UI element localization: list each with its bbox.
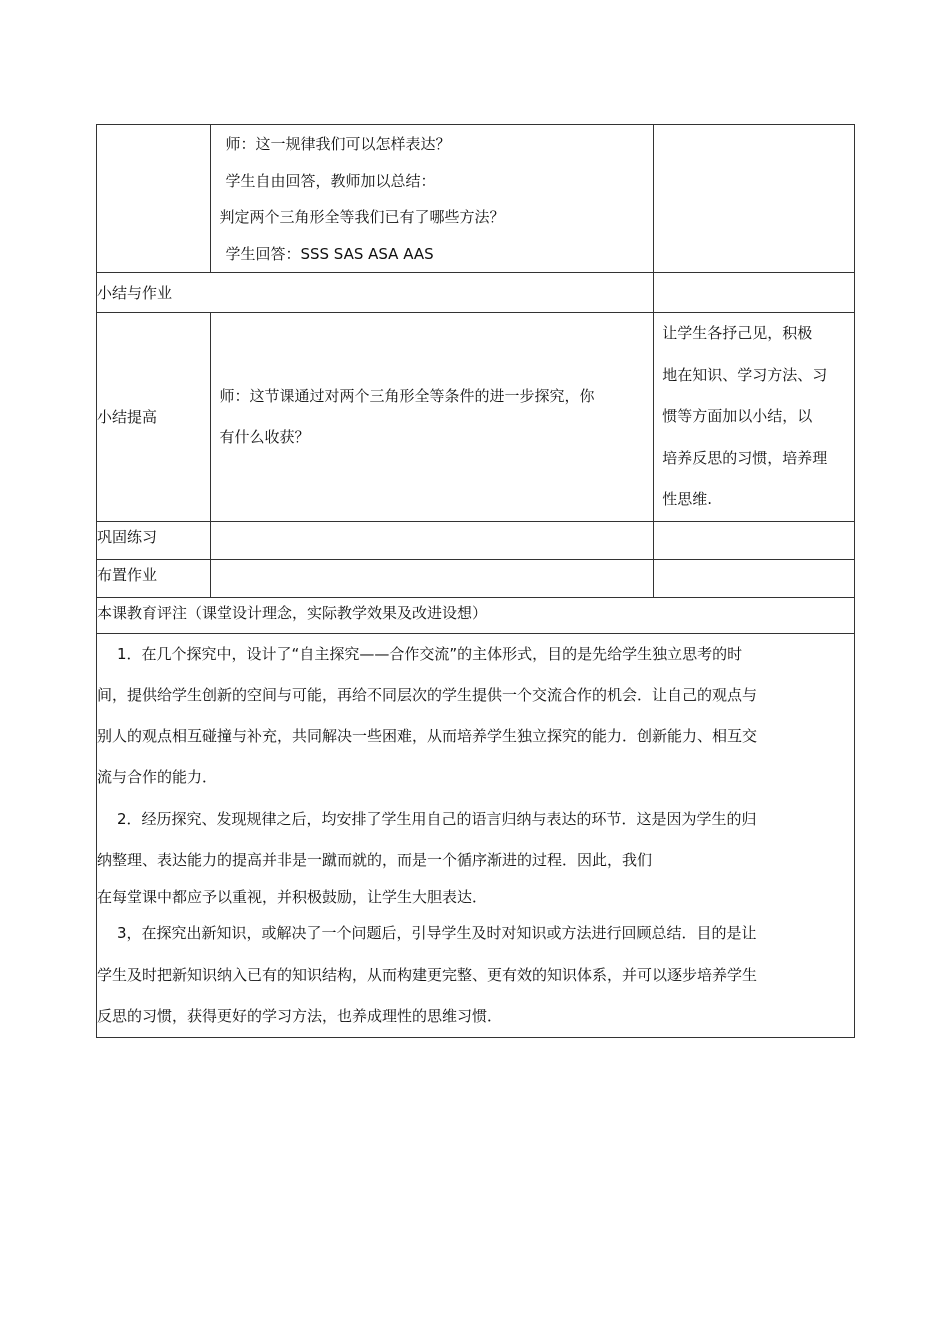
evaluation-body-cell: [97, 633, 855, 1038]
section-title-row: [97, 273, 855, 313]
section-title: 小结与作业: [97, 273, 654, 313]
evaluation-line: 2．经历探究、发现规律之后，均安排了学生用自己的语言归纳与表达的环节．这是因为学生的归: [117, 809, 757, 828]
summary-note-line: 让学生各抒己见，积极: [662, 324, 813, 342]
summary-label: 小结提高: [97, 313, 211, 522]
evaluation-line: 学生及时把新知识纳入已有的知识结构，从而构建更完整、更有效的知识体系，并可以逐步培养学生: [97, 965, 758, 984]
summary-note-cell: [654, 313, 855, 522]
practice-label: [97, 521, 211, 559]
summary-note-line: 性思维.: [662, 490, 712, 508]
summary-row: [97, 313, 855, 522]
summary-note-line: 地在知识、学习方法、习: [662, 365, 828, 384]
summary-teacher-cell: [211, 313, 654, 522]
evaluation-body-row: [97, 633, 855, 1038]
evaluation-title-cell: [97, 597, 855, 633]
homework-row: [97, 559, 855, 597]
discussion-line: 师：这一规律我们可以怎样表达？: [225, 135, 451, 153]
evaluation-line: 别人的观点相互碰撞与补充，共同解决一些困难，从而培养学生独立探究的能力．创新能力、相互交: [97, 727, 758, 746]
discussion-note-cell: [654, 125, 855, 273]
evaluation-line: 1．在几个探究中，设计了“自主探究——合作交流”的主体形式，目的是先给学生独立思考的时: [117, 644, 743, 663]
discussion-line: 判定两个三角形全等我们已有了哪些方法？: [219, 208, 505, 226]
practice-label-text: 巩固练习: [97, 527, 158, 546]
homework-note-cell: [654, 559, 855, 597]
evaluation-line: 间，提供给学生创新的空间与可能，再给不同层次的学生提供一个交流合作的机会．让自己的观点与: [97, 685, 758, 704]
discussion-row: [97, 125, 855, 273]
summary-note-line: 培养反思的习惯，培养理: [662, 448, 828, 467]
section-title-note-cell: [654, 273, 855, 313]
discussion-content-cell: [211, 125, 654, 273]
lesson-plan-table: [96, 124, 855, 1038]
evaluation-line: 3，在探究出新知识，或解决了一个问题后，引导学生及时对知识或方法进行回顾总结．目的是让: [117, 924, 757, 943]
discussion-label-cell: [97, 125, 211, 273]
evaluation-line: 反思的习惯，获得更好的学习方法，也养成理性的思维习惯．: [97, 1006, 503, 1025]
discussion-line: 学生自由回答，教师加以总结：: [225, 171, 436, 190]
evaluation-line: 在每堂课中都应予以重视，并积极鼓励，让学生大胆表达．: [97, 888, 488, 907]
evaluation-line: 流与合作的能力．: [97, 768, 218, 787]
practice-note-cell: [654, 521, 855, 559]
practice-content-cell: [211, 521, 654, 559]
homework-content-cell: [211, 559, 654, 597]
discussion-line: 学生回答：SSS SAS ASA AAS: [225, 244, 434, 263]
practice-row: [97, 521, 855, 559]
evaluation-title: 本课教育评注（课堂设计理念，实际教学效果及改进设想）: [97, 603, 488, 622]
evaluation-line: 纳整理、表达能力的提高并非是一蹴而就的，而是一个循序渐进的过程．因此，我们: [97, 850, 653, 869]
summary-note-line: 惯等方面加以小结，以: [662, 407, 813, 425]
summary-teacher-line: 有什么收获？: [219, 427, 310, 446]
homework-label: [97, 559, 211, 597]
evaluation-title-row: [97, 597, 855, 633]
homework-label-text: 布置作业: [97, 565, 158, 584]
summary-teacher-line: 师：这节课通过对两个三角形全等条件的进一步探究，你: [219, 386, 595, 405]
